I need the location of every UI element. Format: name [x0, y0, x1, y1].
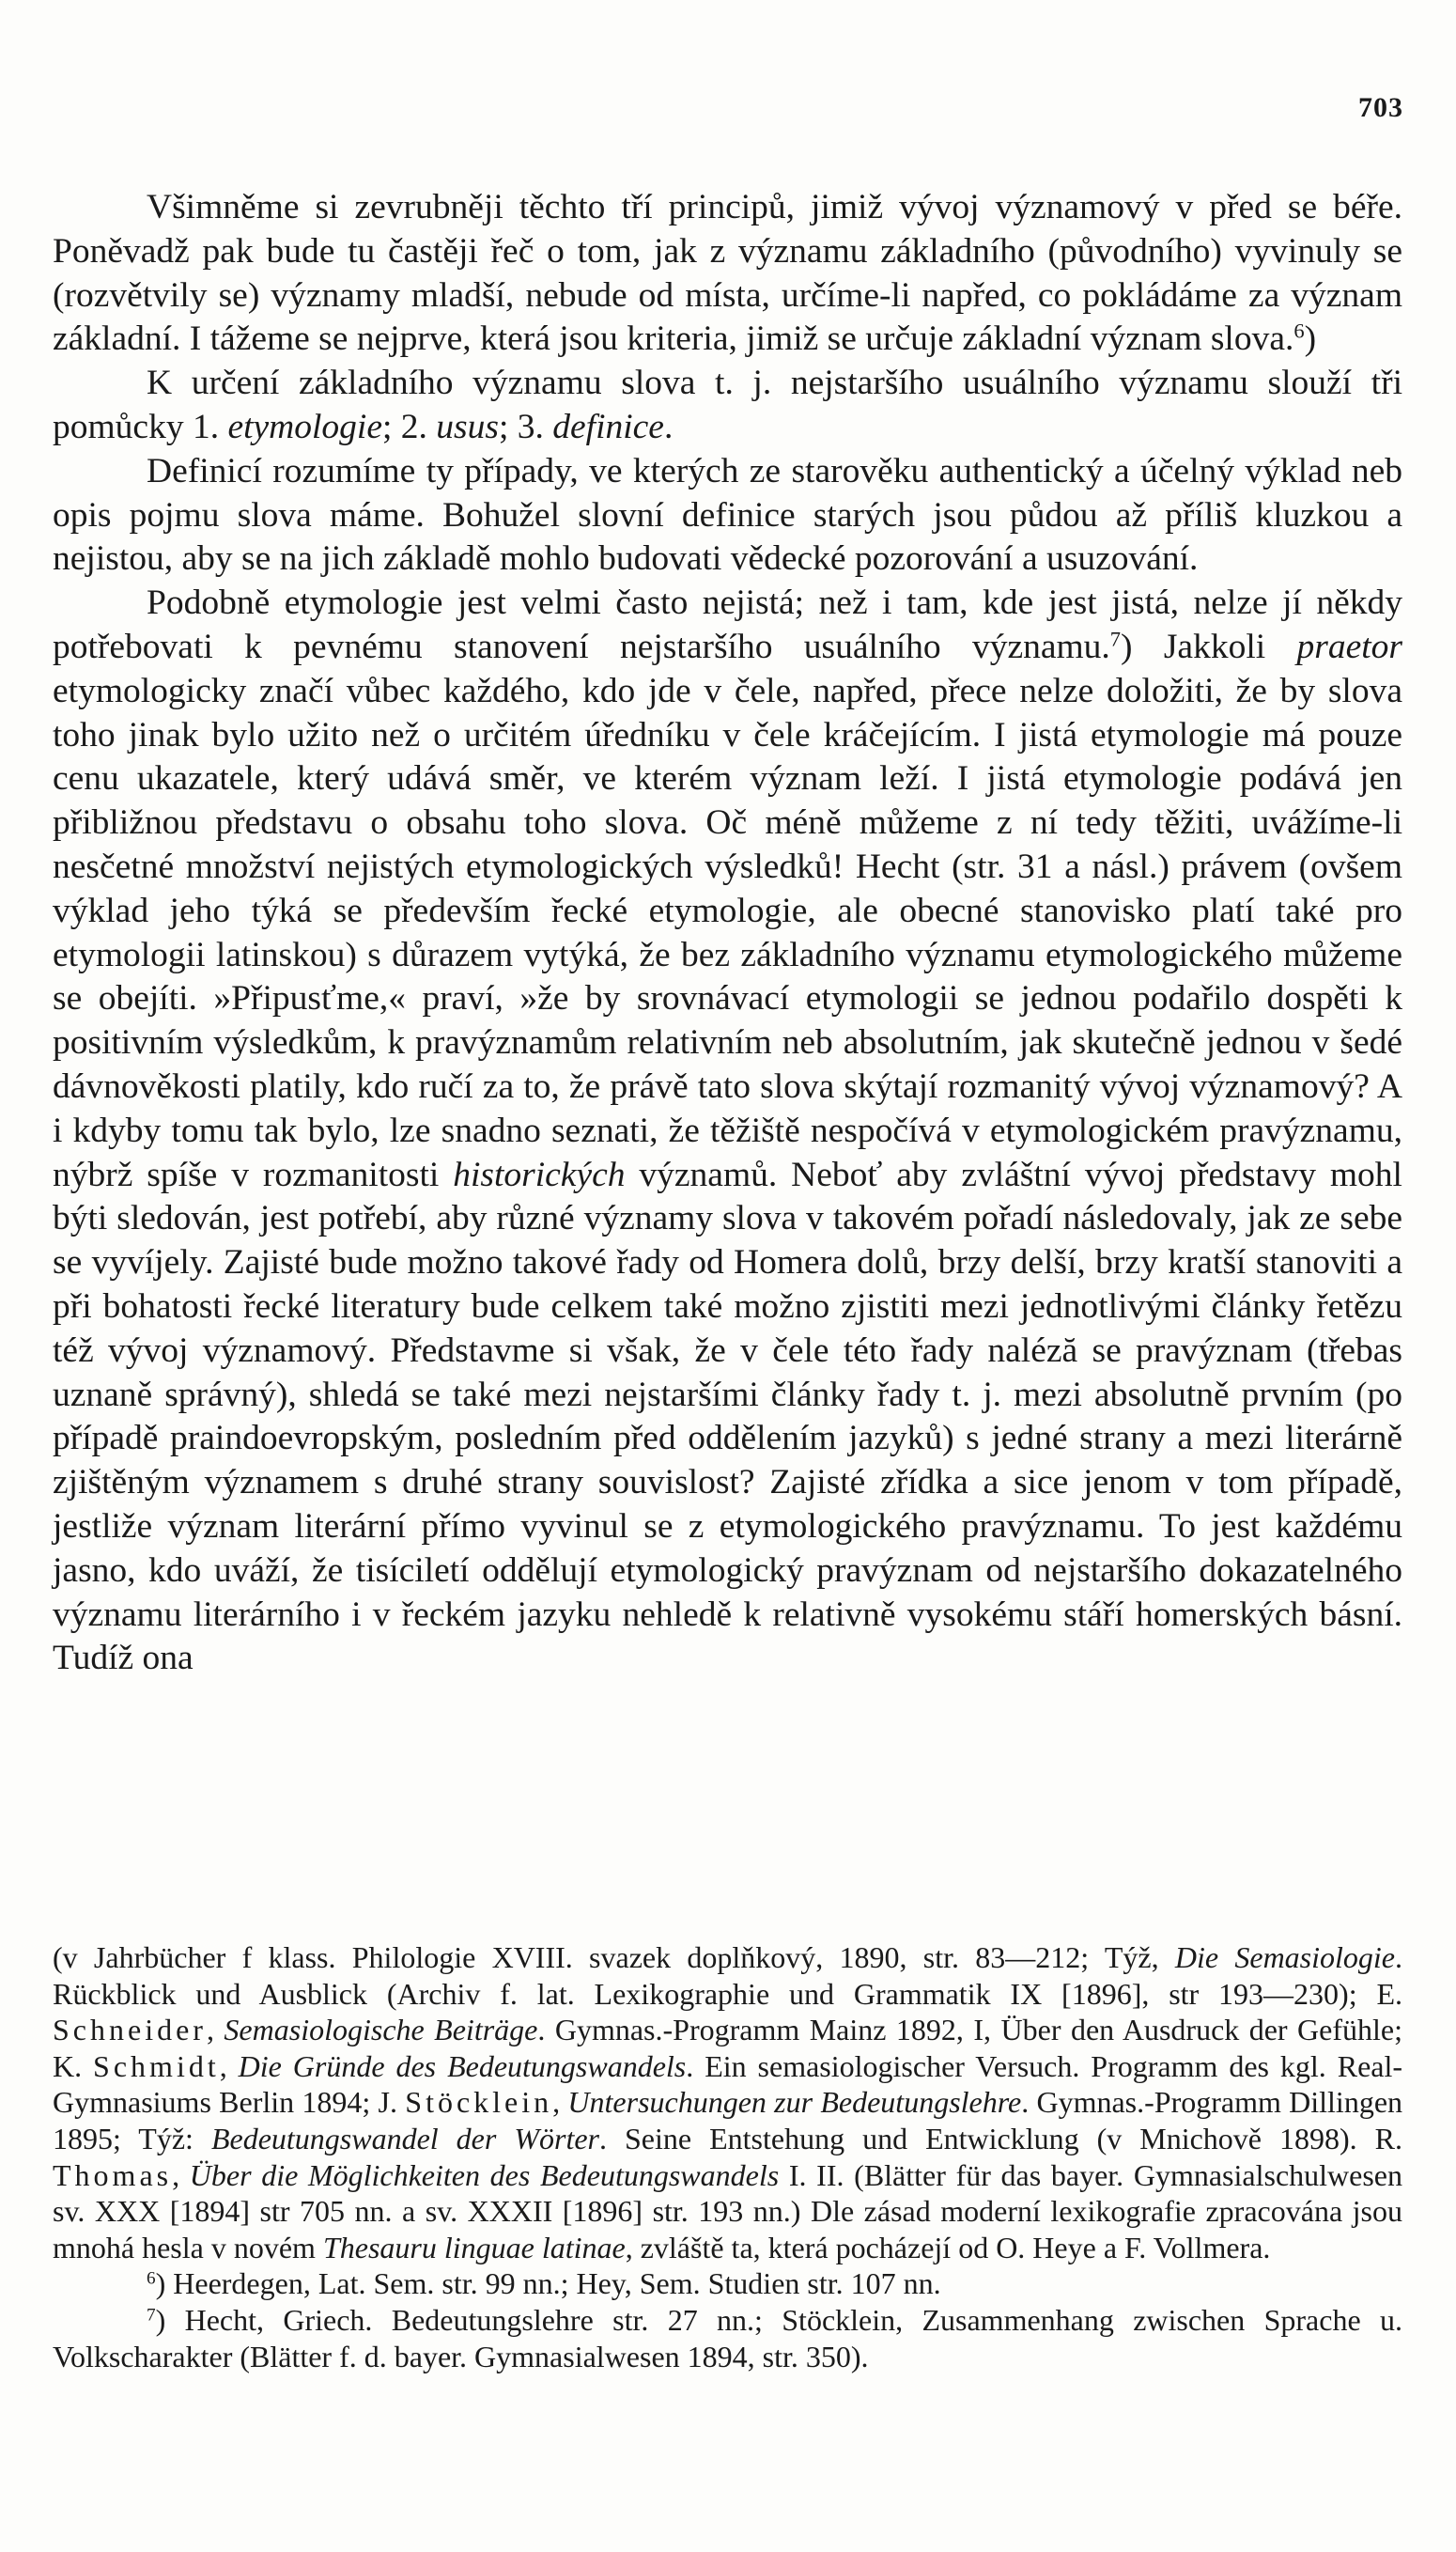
paragraph-aids: K určení základního významu slova t. j. nejstaršího usuálního významu slouží tři pomůcky 1. etymologie; 2. usus; 3. definice.	[53, 364, 1402, 446]
main-text	[53, 186, 1402, 1681]
term-praetor: praetor	[1296, 627, 1402, 666]
footnote-6: $^6$) Heerdegen, Lat. Sem. str. 99 nn.; Hey, Sem. Studien str. 107 nn.	[147, 2266, 941, 2301]
term-usus: usus	[436, 407, 499, 446]
footnote-continuation: (v Jahrbücher f klass. Philologie XVIII. svazek doplňkový, 1890, str. 83—212; Týž, Die Semasiologie. Rückblick und Ausblick (Archiv f. lat. Lexikographie und Grammatik IX [1896], str 193—230); E. Schneider, Semasiologische Beiträge. Gymnas.-Programm Mainz 1892, I, Über den Ausdruck der Gefühle; K. Schmidt, Die Gründe des Bedeutungswandels. Ein semasiologischer Versuch. Programm des kgl. Real-Gymnasiums Berlin 1894; J. Stöcklein, Untersuchungen zur Bedeutungslehre. Gymnas.-Programm Dillingen 1895; Týž: Bedeutungswandel der Wörter. Seine Entstehung und Entwicklung (v Mnichově 1898). R. Thomas, Über die Möglichkeiten des Bedeutungswandels I. II. (Blätter für das bayer. Gymnasialschulwesen sv. XXX [1894] str 705 nn. a sv. XXXII [1896] str. 193 nn.) Dle zásad moderní lexikografie zpracována jsou mnohá hesla v novém Thesauru linguae latinae, zvláště ta, která pocházejí od O. Heye a F. Vollmera.	[53, 1940, 1403, 2264]
paragraph-principles: Všimněme si zevrubněji těchto tří principů, jimiž vývoj významový v před se béře. Poněvadž pak bude tu častěji řeč o tom, jak z významu základního (původního) vyvinuly se (rozvětvily se) významy mladší, nebude od místa, určíme-li napřed, co pokládáme za význam základní. I tážeme se nejprve, která jsou kriteria, jimiž se určuje základní význam slova.$^6$)	[53, 188, 1402, 359]
term-historickych: historických	[453, 1155, 626, 1194]
footnote-ref-6[interactable]: 6	[1293, 319, 1305, 344]
term-definice: definice	[552, 407, 664, 446]
footnote-7: $^7$) Hecht, Griech. Bedeutungslehre str. 27 nn.; Stöcklein, Zusammenhang zwischen Sprache u. Volkscharakter (Blätter f. d. bayer. Gymnasialwesen 1894, str. 350).	[53, 2302, 1402, 2373]
page-number: 703	[1358, 92, 1403, 123]
paragraph-definitions: Definicí rozumíme ty případy, ve kterých ze starověku authentický a účelný výklad neb opis pojmu slova máme. Bohužel slovní definice starých jsou půdou až příliš kluzkou a nejistou, aby se na jich základě mohlo budovati vědecké pozorování a usuzování.	[53, 451, 1402, 579]
footnotes	[53, 1939, 1402, 2374]
paragraph-etymology: Podobně etymologie jest velmi často nejistá; než i tam, kde jest jistá, nelze jí někdy potřebovati k pevnému stanovení nejstaršího usuálního významu.$^7$) Jakkoli praetor etymologicky značí vůbec každého, kdo jde v čele, napřed, přece nelze doložiti, že by slova toho jinak bylo užito než o určitém úředníku v čele kráčejícím. I jistá etymologie má pouze cenu ukazatele, který udává směr, ve kterém význam leží. I jistá etymologie podává jen přibližnou představu o obsahu toho slova. Oč méně můžeme z ní tedy těžiti, uvážíme-li nesčetné množství nejistých etymologických výsledků! Hecht (str. 31 a násl.) právem (ovšem výklad jeho týká se především řecké etymologie, ale obecné stanovisko platí také pro etymologii latinskou) s důrazem vytýká, že bez základního významu etymologického můžeme se obejíti. »Připusťme,« praví, »že by srovnávací etymologii se jednou podařilo dospěti k positivním výsledkům, k pravýznamům relativním neb absolutním, jak skutečně jednou v šedé dávnověkosti platily, kdo ručí za to, že právě tato slova skýtají rozmanitý vývoj významový? A i kdyby tomu tak bylo, lze snadno seznati, že těžiště nespočívá v etymologickém pravýznamu, nýbrž spíše v rozmanitosti historických významů. Neboť aby zvláštní vývoj představy mohl býti sledován, jest potřebí, aby různé významy slova v takovém pořadí následovaly, jak ze sebe se vyvíjely. Zajisté bude možno takové řady od Homera dolů, brzy delší, brzy kratší stanoviti a při bohatosti řecké literatury bude celkem také možno zjistiti mezi jednotlivými články řetězu též vývoj významový. Představme si však, že v čele této řady naléză se pravýznam (třebas uznaně správný), shledá se také mezi nejstaršími články řady t. j. mezi absolutně prvním (po případě praindoevropským, posledním před oddělením jazyků) s jedné strany a mezi literárně zjištěným významem s druhé strany souvislost? Zajisté zřídka a sice jenom v tom případě, jestliže význam literární přímo vyvinul se z etymologického pravýznamu. To jest každému jasno, kdo uváží, že tisíciletí oddělují etymologický pravýznam od nejstaršího dokazatelného významu literárního i v řeckém jazyku nehledě k relativně vysokému stáří homerských básní. Tudíž ona	[53, 584, 1402, 1678]
footnote-ref-7[interactable]: 7	[1109, 627, 1122, 651]
term-etymologie: etymologie	[227, 407, 382, 446]
